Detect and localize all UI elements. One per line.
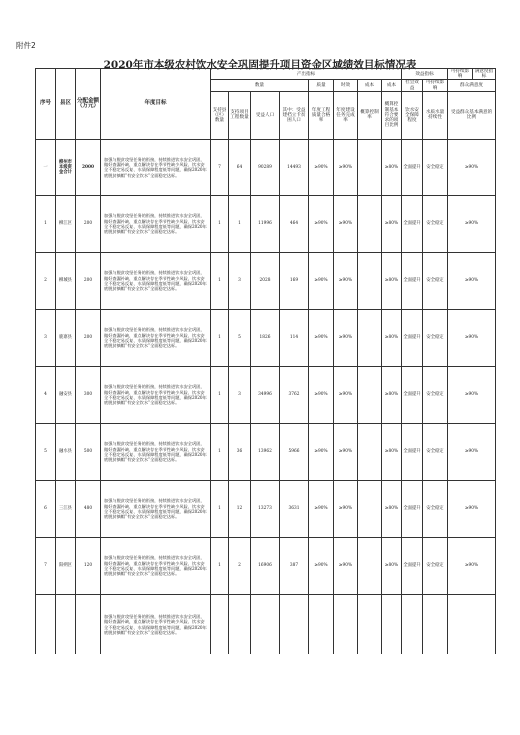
cell-quality: ≥90% <box>309 366 334 423</box>
cell-n4: 464 <box>280 195 309 252</box>
cell-goal: 加强与脱贫攻坚任务的衔接，持续推进饮水安全巩固，做好查漏补缺，重点解决存在季节性缺少风险、饮水安全不稳定易反复、水质保障程度低等问题，确保2020年底脱贫摘帽“有安全饮水”全面稳定达标。 <box>101 594 211 654</box>
cell-empty <box>358 594 382 654</box>
cell-sustain: 安全稳定 <box>423 139 448 195</box>
cell-quality: ≥90% <box>309 195 334 252</box>
table-row <box>36 195 496 252</box>
header-c6: 年度建设任务完成率 <box>334 91 358 139</box>
cell-sat: ≥90% <box>448 252 496 309</box>
cell-cost-blank <box>358 309 382 366</box>
cell-seq: 6 <box>36 480 56 537</box>
cell-sustain: 安全稳定 <box>423 423 448 480</box>
cell-social: 全面提升 <box>402 252 423 309</box>
cell-n2: 3 <box>229 366 251 423</box>
cell-n3: 1826 <box>251 309 280 366</box>
cell-cost-blank <box>358 537 382 594</box>
table-row <box>36 309 496 366</box>
cell-cost: ≥80% <box>382 309 402 366</box>
cell-sustain: 安全稳定 <box>423 252 448 309</box>
cell-n3: 16906 <box>251 537 280 594</box>
table-row <box>36 537 496 594</box>
cell-social: 全面提升 <box>402 537 423 594</box>
cell-sat: ≥90% <box>448 366 496 423</box>
cell-social: 全面提升 <box>402 195 423 252</box>
cell-seq: 1 <box>36 195 56 252</box>
cell-goal: 加强与脱贫攻坚任务的衔接，持续推进饮水安全巩固，做好查漏补缺，重点解决存在季节性缺少风险、饮水安全不稳定易反复、水质保障程度低等问题，确保2020年底脱贫摘帽“有安全饮水”全面稳定达标。 <box>101 195 211 252</box>
table-row <box>36 366 496 423</box>
header-cost-2: 成本 <box>382 80 402 91</box>
cell-time: ≥90% <box>334 139 358 195</box>
performance-table <box>35 68 496 654</box>
header-sustain-sub: 可持续影响 <box>423 80 448 91</box>
cell-seq: 一 <box>36 139 56 195</box>
header-public: 群众满意度 <box>448 80 496 91</box>
header-output: 产出指标 <box>211 69 402 80</box>
cell-time: ≥90% <box>334 252 358 309</box>
attachment-label: 附件2 <box>16 41 36 50</box>
cell-n1: 1 <box>211 537 229 594</box>
cell-amount: 300 <box>76 366 101 423</box>
header-satisfaction: 满意度指标 <box>473 69 496 80</box>
cell-amount: 2000 <box>76 139 101 195</box>
cell-cost-blank <box>358 139 382 195</box>
cell-n4: 3762 <box>280 366 309 423</box>
cell-time: ≥90% <box>334 480 358 537</box>
table-row <box>36 423 496 480</box>
cell-sustain: 安全稳定 <box>423 195 448 252</box>
cell-n2: 12 <box>229 480 251 537</box>
cell-n3: 11996 <box>251 195 280 252</box>
cell-quality: ≥90% <box>309 252 334 309</box>
cell-goal: 加强与脱贫攻坚任务的衔接，持续推进饮水安全巩固，做好查漏补缺，重点解决存在季节性缺少风险、饮水安全不稳定易反复、水质保障程度低等问题，确保2020年底脱贫摘帽“有安全饮水”全面稳定达标。 <box>101 139 211 195</box>
header-c9: 饮水安全保障程度 <box>402 91 423 139</box>
cell-county: 融水县 <box>56 423 76 480</box>
cell-sat: ≥90% <box>448 195 496 252</box>
cell-n3: 13962 <box>251 423 280 480</box>
cell-sustain: 安全稳定 <box>423 309 448 366</box>
cell-empty <box>448 594 496 654</box>
cell-empty <box>423 594 448 654</box>
cell-county: 柳州市本级资金合计 <box>56 139 76 195</box>
cell-n4: 387 <box>280 537 309 594</box>
table-row <box>36 139 496 195</box>
cell-time: ≥90% <box>334 366 358 423</box>
header-social: 社会效益 <box>402 80 423 91</box>
cell-county: 柳城县 <box>56 252 76 309</box>
cell-goal: 加强与脱贫攻坚任务的衔接，持续推进饮水安全巩固，做好查漏补缺，重点解决存在季节性缺少风险、饮水安全不稳定易反复、水质保障程度低等问题，确保2020年底脱贫摘帽“有安全饮水”全面稳定达标。 <box>101 309 211 366</box>
cell-amount: 200 <box>76 309 101 366</box>
cell-county: 鹿寨县 <box>56 309 76 366</box>
cell-n2: 3 <box>229 252 251 309</box>
cell-cost-blank <box>358 195 382 252</box>
cell-social: 全面提升 <box>402 139 423 195</box>
header-c5: 年度工程质量合格率 <box>309 91 334 139</box>
cell-county <box>56 594 76 654</box>
cell-sat: ≥90% <box>448 423 496 480</box>
header-quantity: 数量 <box>211 80 309 91</box>
header-c10: 水质水量持续性 <box>423 91 448 139</box>
cell-cost: ≥80% <box>382 252 402 309</box>
cell-goal: 加强与脱贫攻坚任务的衔接，持续推进饮水安全巩固，做好查漏补缺，重点解决存在季节性缺少风险、饮水安全不稳定易反复、水质保障程度低等问题，确保2020年底脱贫摘帽“有安全饮水”全面稳定达标。 <box>101 366 211 423</box>
cell-quality: ≥90% <box>309 537 334 594</box>
cell-n3: 13273 <box>251 480 280 537</box>
cell-sustain: 安全稳定 <box>423 480 448 537</box>
cell-n4: 5966 <box>280 423 309 480</box>
header-cost: 成本 <box>358 80 382 91</box>
cell-n1: 1 <box>211 366 229 423</box>
cell-n4: 3631 <box>280 480 309 537</box>
cell-seq: 2 <box>36 252 56 309</box>
cell-cost: ≥80% <box>382 366 402 423</box>
cell-quality: ≥90% <box>309 480 334 537</box>
cell-n2: 36 <box>229 423 251 480</box>
cell-county: 融安县 <box>56 366 76 423</box>
cell-seq: 4 <box>36 366 56 423</box>
cell-sustain: 安全稳定 <box>423 537 448 594</box>
cell-n3: 34996 <box>251 366 280 423</box>
cell-county: 三江县 <box>56 480 76 537</box>
cell-amount: 120 <box>76 537 101 594</box>
table-row-continued <box>36 594 496 654</box>
cell-n4: 114 <box>280 309 309 366</box>
cell-n1: 1 <box>211 423 229 480</box>
cell-n1: 1 <box>211 252 229 309</box>
cell-n1: 7 <box>211 139 229 195</box>
cell-empty <box>211 594 229 654</box>
cell-sat: ≥90% <box>448 139 496 195</box>
cell-time: ≥90% <box>334 423 358 480</box>
header-county: 县区 <box>56 69 76 140</box>
cell-seq: 3 <box>36 309 56 366</box>
header-seq: 序号 <box>36 69 56 140</box>
cell-empty <box>251 594 280 654</box>
cell-quality: ≥90% <box>309 309 334 366</box>
cell-n2: 1 <box>229 195 251 252</box>
cell-n4: 14493 <box>280 139 309 195</box>
cell-n1: 1 <box>211 480 229 537</box>
cell-goal: 加强与脱贫攻坚任务的衔接，持续推进饮水安全巩固，做好查漏补缺，重点解决存在季节性缺少风险、饮水安全不稳定易反复、水质保障程度低等问题，确保2020年底脱贫摘帽“有安全饮水”全面稳定达标。 <box>101 252 211 309</box>
cell-cost: ≥80% <box>382 537 402 594</box>
cell-county: 柳江区 <box>56 195 76 252</box>
cell-social: 全面提升 <box>402 480 423 537</box>
header-c11: 受益群众基本满意的比例 <box>448 91 496 139</box>
cell-county: 阳朔区 <box>56 537 76 594</box>
header-c2: 支持项目工程数量 <box>229 91 251 139</box>
cell-empty <box>402 594 423 654</box>
cell-seq: 5 <box>36 423 56 480</box>
cell-n3: 2028 <box>251 252 280 309</box>
cell-n2: 64 <box>229 139 251 195</box>
header-effect: 效益指标 <box>402 69 448 80</box>
cell-empty <box>229 594 251 654</box>
header-goal: 年度目标 <box>101 69 211 140</box>
cell-seq <box>36 594 56 654</box>
header-amount: 分配金额（万元） <box>76 69 101 140</box>
cell-cost: ≥80% <box>382 195 402 252</box>
cell-n4: 169 <box>280 252 309 309</box>
cell-time: ≥90% <box>334 195 358 252</box>
cell-n2: 2 <box>229 537 251 594</box>
cell-empty <box>334 594 358 654</box>
cell-social: 全面提升 <box>402 423 423 480</box>
cell-sustain: 安全稳定 <box>423 366 448 423</box>
header-c3: 受益人口 <box>251 91 280 139</box>
cell-time: ≥90% <box>334 309 358 366</box>
cell-cost: ≥80% <box>382 480 402 537</box>
cell-quality: ≥90% <box>309 423 334 480</box>
cell-empty <box>309 594 334 654</box>
cell-seq: 7 <box>36 537 56 594</box>
cell-cost: ≥80% <box>382 423 402 480</box>
cell-social: 全面提升 <box>402 366 423 423</box>
header-sustainable: 可持续影响 <box>448 69 473 80</box>
cell-amount: 200 <box>76 195 101 252</box>
cell-empty <box>382 594 402 654</box>
document-title: 2020年市本级农村饮水安全巩固提升项目资金区域绩效目标情况表 <box>103 59 417 71</box>
cell-cost-blank <box>358 423 382 480</box>
cell-cost-blank <box>358 480 382 537</box>
cell-cost-blank <box>358 252 382 309</box>
cell-amount <box>76 594 101 654</box>
table-row <box>36 252 496 309</box>
cell-quality: ≥90% <box>309 139 334 195</box>
cell-sat: ≥90% <box>448 309 496 366</box>
header-timeliness: 时效 <box>334 80 358 91</box>
header-c1: 支持县（区）数量 <box>211 91 229 139</box>
cell-amount: 500 <box>76 423 101 480</box>
header-c7: 概算控制率 <box>358 91 382 139</box>
cell-amount: 200 <box>76 252 101 309</box>
cell-goal: 加强与脱贫攻坚任务的衔接，持续推进饮水安全巩固，做好查漏补缺，重点解决存在季节性缺少风险、饮水安全不稳定易反复、水质保障程度低等问题，确保2020年底脱贫摘帽“有安全饮水”全面稳定达标。 <box>101 537 211 594</box>
cell-goal: 加强与脱贫攻坚任务的衔接，持续推进饮水安全巩固，做好查漏补缺，重点解决存在季节性缺少风险、饮水安全不稳定易反复、水质保障程度低等问题，确保2020年底脱贫摘帽“有安全饮水”全面稳定达标。 <box>101 423 211 480</box>
cell-n3: 90289 <box>251 139 280 195</box>
cell-time: ≥90% <box>334 537 358 594</box>
header-c8: 概算控制基本符合要求的项目比例 <box>382 91 402 139</box>
cell-sat: ≥90% <box>448 537 496 594</box>
cell-cost-blank <box>358 366 382 423</box>
cell-cost: ≥80% <box>382 139 402 195</box>
cell-amount: 480 <box>76 480 101 537</box>
cell-empty <box>280 594 309 654</box>
header-row-1 <box>36 69 496 80</box>
cell-social: 全面提升 <box>402 309 423 366</box>
cell-n2: 5 <box>229 309 251 366</box>
header-c4: 其中：受益建档立卡贫困人口 <box>280 91 309 139</box>
table-row <box>36 480 496 537</box>
cell-goal: 加强与脱贫攻坚任务的衔接，持续推进饮水安全巩固，做好查漏补缺，重点解决存在季节性缺少风险、饮水安全不稳定易反复、水质保障程度低等问题，确保2020年底脱贫摘帽“有安全饮水”全面稳定达标。 <box>101 480 211 537</box>
cell-n1: 1 <box>211 309 229 366</box>
header-quality: 质量 <box>309 80 334 91</box>
cell-sat: ≥90% <box>448 480 496 537</box>
cell-n1: 1 <box>211 195 229 252</box>
